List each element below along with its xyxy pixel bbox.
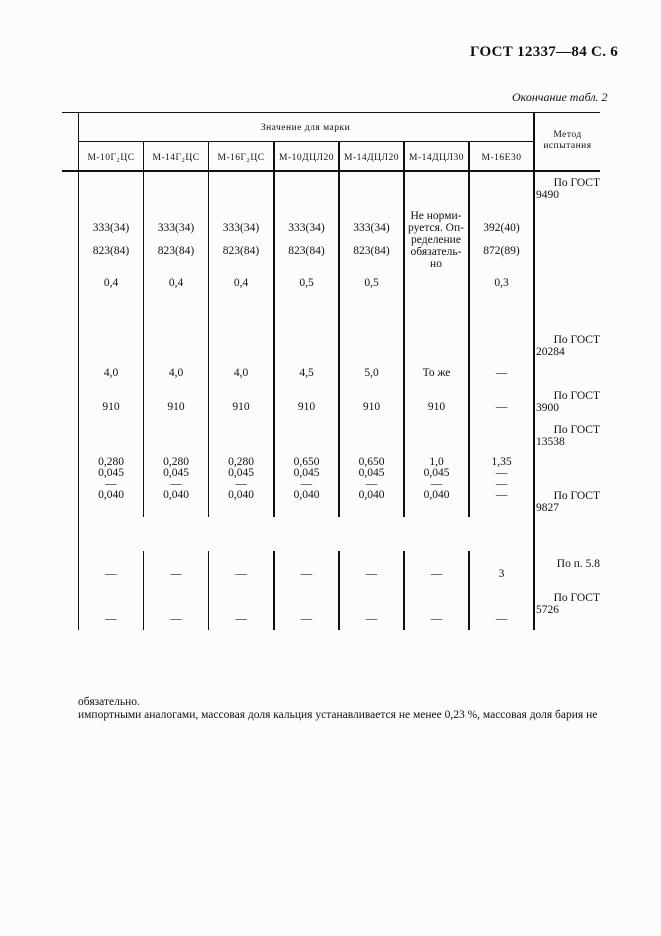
method-text: По п. 5.8 [556,558,600,570]
table-cell: 0,045 [228,467,254,479]
column-header: М-10ДЦЛ20 [279,153,334,163]
table-cell: 910 [427,401,446,413]
table-continuation-label: Окончание табл. 2 [512,90,608,104]
table-cell: 5,0 [364,367,379,379]
table-cell: — [170,613,182,625]
table-cell: 0,4 [168,277,184,289]
table-cell: 823(84) [288,245,325,257]
method-text: По ГОСТ [553,490,600,502]
table-cell: 333(34) [353,222,390,234]
table-cell: — [495,489,508,501]
method-number: 13538 [536,436,565,448]
table-cell: — [430,613,443,625]
table-cell: 1,35 [491,456,512,468]
method-text: По ГОСТ [553,424,600,436]
method-gost-20284 [536,334,606,358]
method-text: По ГОСТ [553,390,600,402]
table-cell: 0,650 [293,456,320,468]
table-cell: 910 [297,401,316,413]
table-cell: 1,0 [429,456,444,468]
table-cell: 0,045 [423,467,450,479]
footnote-line-1: обязательно. [78,696,140,708]
method-gost-3900 [536,390,606,414]
table-cell: 4,0 [103,367,119,379]
table-cell: 0,040 [423,489,450,501]
table-cell: 0,4 [233,277,249,289]
table-cell: 0,045 [163,467,189,479]
table-cell: 823(84) [222,245,260,257]
table-cell: — [300,478,313,490]
column-header: М-16Е30 [481,153,522,163]
header-divider [78,141,533,142]
column-header: М-14ДЦЛ20 [344,153,399,163]
table-cell: — [430,568,443,580]
table-cell: 0,045 [358,467,385,479]
table-cell: 333(34) [92,222,130,234]
table-cell: 823(84) [353,245,390,257]
table-cell: — [495,467,508,479]
table-cell: 910 [167,401,185,413]
table-cell: 0,280 [163,456,189,468]
method-number: 5726 [536,604,559,616]
table-cell: — [170,478,182,490]
table-cell: 0,280 [228,456,254,468]
table-cell: — [235,478,247,490]
table-cell: — [430,478,443,490]
table-cell: 4,0 [168,367,184,379]
method-gost-9827 [536,490,606,514]
table-cell: — [365,478,378,490]
table-cell: 4,0 [233,367,249,379]
table-cell: 910 [102,401,120,413]
table-cell: — [495,401,508,413]
table-cell: — [495,613,508,625]
table-cell: 0,650 [358,456,385,468]
table-cell: 333(34) [222,222,260,234]
table-cell: 0,045 [98,467,124,479]
table-cell: 0,280 [98,456,124,468]
method-text: По ГОСТ [553,334,600,346]
table-cell: 0,3 [494,277,509,289]
not-normed-note: Не норми-руется. Оп-ределение обязатель-но [408,210,464,270]
page-header-title: ГОСТ 12337—84 С. 6 [470,44,619,60]
table-cell: 0,4 [103,277,119,289]
table-cell: То же [422,367,451,379]
table-cell: 0,5 [299,277,314,289]
group-header: Значение для марки [260,123,351,133]
method-text: По ГОСТ [553,177,600,189]
method-number: 9490 [536,189,559,201]
method-header: Метод испытания [543,130,592,151]
table-cell: — [235,568,247,580]
footnote-line-2: импортными аналогами, массовая доля кальция устанавливается не менее 0,23 %, массовая доля бария не [78,709,598,721]
method-number: 9827 [536,502,559,514]
column-header: М-10Г₂ЦС [87,153,135,163]
table-cell: 0,045 [293,467,320,479]
column-header: М-14ДЦЛ30 [409,153,464,163]
table-cell: 872(89) [483,245,520,257]
method-gost-5726 [536,592,606,616]
table-cell: — [105,568,117,580]
col-line-7 [533,112,535,630]
table-cell: 0,040 [228,489,254,501]
method-number: 3900 [536,402,559,414]
table-cell: — [300,568,313,580]
table-cell: 910 [232,401,250,413]
table-cell: 0,5 [364,277,379,289]
column-header: М-16Г₂ЦС [217,153,265,163]
table-cell: 4,5 [299,367,314,379]
table-top-border [62,112,600,113]
table-cell: 333(34) [288,222,325,234]
table-cell: 0,040 [358,489,385,501]
method-text: По ГОСТ [553,592,600,604]
column-header: М-14Г₂ЦС [152,153,200,163]
table-cell: 0,040 [293,489,320,501]
table-cell: — [105,613,117,625]
table-cell: 3 [498,568,505,580]
table-cell: — [235,613,247,625]
table-cell: 0,040 [163,489,189,501]
method-gost-13538 [536,424,606,448]
table-cell: — [105,478,117,490]
table-cell: 0,040 [98,489,124,501]
table-cell: — [495,367,508,379]
table-cell: — [365,568,378,580]
method-gost-9490 [536,177,606,201]
method-number: 20284 [536,346,565,358]
table-cell: — [170,568,182,580]
table-cell: — [300,613,313,625]
table-cell: 823(84) [157,245,195,257]
method-clause-5-8 [536,558,606,570]
table-cell: — [365,613,378,625]
table-cell: 333(34) [157,222,195,234]
table-cell: — [495,478,508,490]
table-cell: 823(84) [92,245,130,257]
table-cell: 910 [362,401,381,413]
table-cell: 392(40) [483,222,520,234]
